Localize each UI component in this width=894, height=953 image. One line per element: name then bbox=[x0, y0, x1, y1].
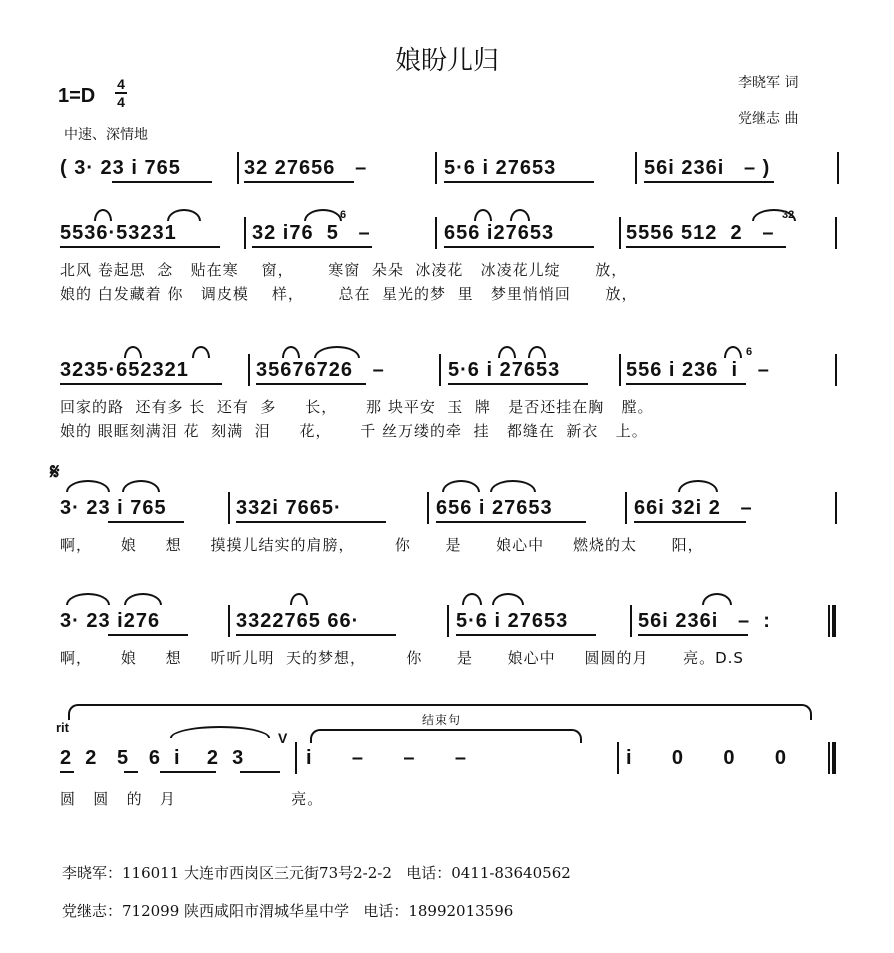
barline bbox=[228, 605, 230, 637]
time-signature bbox=[114, 76, 128, 110]
beam-underline bbox=[626, 383, 746, 385]
barline bbox=[630, 605, 632, 637]
beam-underline bbox=[252, 246, 372, 248]
beam-underline bbox=[626, 246, 786, 248]
segno-sign: 𝄋 bbox=[50, 460, 60, 485]
beam-underline bbox=[60, 246, 220, 248]
slur bbox=[192, 346, 210, 358]
slur bbox=[304, 209, 342, 221]
slur bbox=[167, 209, 201, 221]
ritardando-marking: rit bbox=[56, 720, 69, 735]
beam-underline bbox=[60, 771, 74, 773]
slur bbox=[724, 346, 742, 358]
slur bbox=[474, 209, 492, 221]
beam-underline bbox=[60, 383, 222, 385]
beam-underline bbox=[160, 771, 216, 773]
beam-underline bbox=[448, 383, 588, 385]
barline bbox=[835, 354, 837, 386]
lyric-line: 回家的路 还有多 长 还有 多 长， 那 块平安 玉 牌 是否还挂在胸 膛。 bbox=[60, 398, 654, 416]
beam-underline bbox=[256, 383, 366, 385]
barline bbox=[619, 217, 621, 249]
barline bbox=[837, 152, 839, 184]
meter-bottom: 4 bbox=[117, 94, 125, 110]
lyric-line: 北风 卷起思 念 贴在寒 窗， 寒窗 朵朵 冰凌花 冰凌花儿绽 放， bbox=[60, 261, 628, 279]
barline bbox=[635, 152, 637, 184]
beam-underline bbox=[112, 181, 212, 183]
barline bbox=[619, 354, 621, 386]
barline bbox=[617, 742, 619, 774]
measure: 5556 512 2 – bbox=[626, 222, 775, 244]
slur bbox=[170, 726, 270, 738]
lyric-line: 娘的 白发藏着 你 调皮模 样， 总在 星光的梦 里 梦里悄悄回 放， bbox=[60, 285, 638, 303]
beam-underline bbox=[456, 634, 596, 636]
measure: i 0 0 0 bbox=[626, 747, 787, 769]
beam-underline bbox=[124, 771, 138, 773]
beam-underline bbox=[240, 771, 280, 773]
lyric-line: 圆 圆 的 月 亮。 bbox=[60, 790, 324, 808]
beam-underline bbox=[444, 246, 594, 248]
composer-credit: 党继志 曲 bbox=[738, 111, 799, 127]
beam-underline bbox=[436, 521, 586, 523]
beam-underline bbox=[634, 521, 746, 523]
measure: 35676726 – bbox=[256, 359, 385, 381]
barline bbox=[835, 492, 837, 524]
barline bbox=[625, 492, 627, 524]
score-row-chorus-2 bbox=[52, 603, 842, 667]
score-row-intro bbox=[52, 150, 842, 210]
beam-underline bbox=[236, 521, 386, 523]
beam-underline bbox=[444, 181, 594, 183]
barline bbox=[244, 217, 246, 249]
slur bbox=[490, 480, 536, 492]
score-row-verse-1 bbox=[52, 209, 842, 303]
slur bbox=[528, 346, 546, 358]
slur bbox=[124, 593, 162, 605]
song-title: 娘盼儿归 bbox=[394, 46, 499, 76]
measure: 56i 236i – ) bbox=[644, 157, 771, 179]
measure: 5·6 i 27653 bbox=[448, 359, 561, 381]
measure: 3322765 66· bbox=[236, 610, 360, 632]
score-row-ending bbox=[52, 730, 842, 808]
grace-note: 6 bbox=[340, 209, 347, 221]
grace-note: 6 bbox=[746, 346, 753, 358]
grace-note: 32 bbox=[782, 209, 795, 221]
slur bbox=[66, 480, 110, 492]
score-row-verse-2 bbox=[52, 346, 842, 440]
slur bbox=[290, 593, 308, 605]
breath-mark: V bbox=[278, 730, 288, 746]
barline bbox=[248, 354, 250, 386]
slur bbox=[678, 480, 718, 492]
slur bbox=[122, 480, 160, 492]
barline bbox=[237, 152, 239, 184]
beam-underline bbox=[108, 521, 184, 523]
barline bbox=[439, 354, 441, 386]
barline bbox=[427, 492, 429, 524]
measure: 5·6 i 27653 bbox=[456, 610, 569, 632]
measure: ( 3· 23 i 765 bbox=[60, 157, 181, 179]
measure: 656 i27653 bbox=[444, 222, 555, 244]
barline bbox=[228, 492, 230, 524]
measure: 656 i 27653 bbox=[436, 497, 553, 519]
slur bbox=[702, 593, 732, 605]
beam-underline bbox=[108, 634, 188, 636]
slur bbox=[282, 346, 300, 358]
barline bbox=[835, 217, 837, 249]
measure: 3· 23 i276 bbox=[60, 610, 161, 632]
composer-contact: 党继志：712099 陕西咸阳市渭城华星中学 电话：18992013596 bbox=[62, 902, 514, 920]
barline bbox=[295, 742, 297, 774]
measure: 3235·652321 bbox=[60, 359, 189, 381]
lyric-line: 啊， 娘 想 摸摸儿结实的肩膀， 你 是 娘心中 燃烧的太 阳， bbox=[60, 536, 704, 554]
measure: 556 i 236 i – bbox=[626, 359, 770, 381]
measure: 56i 236i – : bbox=[638, 610, 771, 632]
score-row-chorus-1 bbox=[52, 490, 842, 554]
final-barline bbox=[828, 742, 836, 774]
measure: 2 2 5 6 i 2 3 bbox=[60, 747, 245, 769]
slur bbox=[498, 346, 516, 358]
measure: 66i 32i 2 – bbox=[634, 497, 753, 519]
key-signature: 1=D bbox=[58, 85, 96, 107]
lyricist-contact: 李晓军：116011 大连市西岗区三元街73号2-2-2 电话：0411-83640562 bbox=[62, 864, 571, 882]
slur bbox=[462, 593, 482, 605]
slur bbox=[510, 209, 530, 221]
barline bbox=[447, 605, 449, 637]
measure: 5536·53231 bbox=[60, 222, 177, 244]
slur bbox=[124, 346, 142, 358]
lyric-line: 啊， 娘 想 听听儿明 天的梦想， 你 是 娘心中 圆圆的月 亮。D.S bbox=[60, 649, 744, 667]
slur bbox=[94, 209, 112, 221]
slur bbox=[492, 593, 524, 605]
measure: 32 27656 – bbox=[244, 157, 368, 179]
lyric-line: 娘的 眼眶刻满泪 花 刻满 泪 花， 千 丝万缕的牵 挂 都缝在 新衣 上。 bbox=[60, 422, 648, 440]
repeat-end-barline bbox=[828, 605, 836, 637]
measure: 32 i76 5 – bbox=[252, 222, 371, 244]
slur bbox=[442, 480, 480, 492]
beam-underline bbox=[236, 634, 396, 636]
measure: 332i 7665· bbox=[236, 497, 342, 519]
beam-underline bbox=[644, 181, 774, 183]
measure: 3· 23 i 765 bbox=[60, 497, 167, 519]
barline bbox=[435, 217, 437, 249]
barline bbox=[435, 152, 437, 184]
lyricist-credit: 李晓军 词 bbox=[738, 75, 799, 91]
beam-underline bbox=[244, 181, 354, 183]
ending-label: 结束句 bbox=[422, 713, 462, 727]
tempo-marking: 中速、深情地 bbox=[64, 127, 148, 143]
slur bbox=[314, 346, 360, 358]
slur bbox=[66, 593, 110, 605]
meter-top: 4 bbox=[117, 76, 125, 92]
measure: i – – – bbox=[306, 747, 467, 769]
beam-underline bbox=[638, 634, 748, 636]
measure: 5·6 i 27653 bbox=[444, 157, 557, 179]
